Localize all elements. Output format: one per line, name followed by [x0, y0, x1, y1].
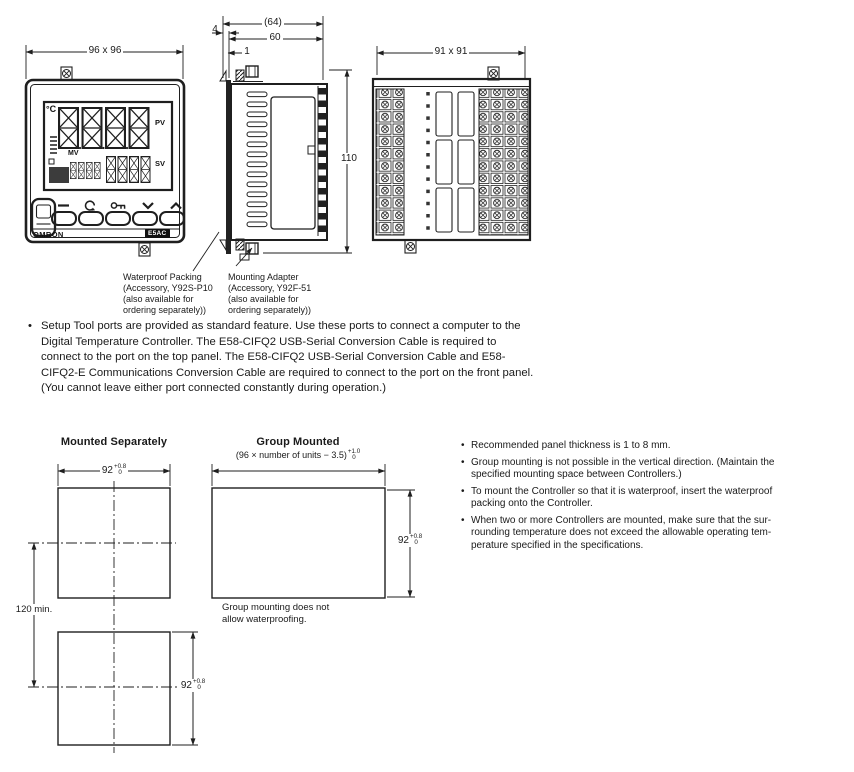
- side-door: [271, 97, 315, 229]
- degree-c-indicator: °C: [46, 104, 57, 114]
- screw-icon: [61, 67, 72, 80]
- screw-icon: [405, 240, 416, 253]
- vertical-spacing-dim-label: 120 min.: [15, 604, 53, 615]
- mv-label: MV: [68, 150, 79, 157]
- terminal-teeth: [318, 86, 327, 236]
- group-mounting-caption: Group mounting does not allow waterproofing.: [222, 602, 330, 625]
- sep-width-dim-label: 92 +0.8 0: [101, 463, 127, 477]
- door-latch: [308, 146, 315, 154]
- waterproof-packing-wedge: [220, 240, 226, 250]
- side-view-drawing: [193, 16, 352, 271]
- sv-digits: [107, 157, 151, 183]
- note-item: • Group mounting is not possible in the vertical direction. (Maintain the specified mounting space between Controllers.): [461, 456, 775, 481]
- model-badge: E5AC: [145, 229, 170, 238]
- terminal-block-right: [479, 89, 528, 235]
- mounting-notes: [461, 440, 854, 556]
- front-width-dim-label: 96 x 96: [88, 45, 122, 56]
- brand-logo: OMRON: [33, 230, 64, 239]
- mounting-adapter-label: Mounting Adapter (Accessory, Y92F-51 (also available for ordering separately)): [228, 272, 312, 315]
- terminal-block-left: [376, 89, 404, 235]
- bullet: •: [28, 320, 32, 332]
- sep-height-dim-label: 92 +0.8 0: [180, 678, 206, 692]
- mounted-separately-title: Mounted Separately: [60, 436, 168, 448]
- waterproof-packing-leader: [193, 232, 219, 271]
- mode-key-icon: [86, 201, 96, 211]
- status-indicator-block: [49, 167, 69, 183]
- rear-size-dim-label: 91 x 91: [434, 46, 468, 57]
- group-panel-cutout: [212, 488, 385, 598]
- pv-label: PV: [155, 118, 166, 127]
- mv-digits: [70, 162, 100, 178]
- side-packing-dim-label: 1: [244, 46, 250, 57]
- rear-view-drawing: [373, 46, 530, 253]
- waterproof-packing-label: Waterproof Packing (Accessory, Y92S-P10 (also available for ordering separately)): [123, 272, 213, 315]
- vent-slots: [247, 92, 267, 227]
- side-body-depth-dim-label: 60: [269, 32, 281, 43]
- side-flange-dim-label: 4: [212, 24, 218, 35]
- top-mounting-clamp: [233, 66, 263, 82]
- bar-indicator: [50, 137, 57, 153]
- screw-icon: [139, 243, 150, 256]
- front-keys: [52, 212, 184, 225]
- shift-key-icon: [111, 203, 125, 209]
- note-item: • Recommended panel thickness is 1 to 8 mm.: [461, 440, 671, 451]
- down-key-icon: [143, 203, 153, 208]
- bottom-mounting-clamp: [233, 239, 263, 260]
- side-body: [231, 84, 327, 240]
- setup-tool-note: • Setup Tool ports are provided as standard feature. Use these ports to connect a computer to the Digital Temperature Controller. The E58-CIFQ2 USB-Serial Conversion Cable is required to connect to the port on the top panel. The E58-CIFQ2 USB-Serial Conversion Cable and E58- CIFQ2-E Communications Conversion Cable are required to connect to the port on the front panel. (You cannot leave either port connected constantly during operation.): [28, 319, 668, 397]
- mounting-adapter-leader: [236, 248, 252, 266]
- note-item: • When two or more Controllers are mounted, make sure that the sur- rounding temperature does not exceed the allowable operating tem- perature specified in the specifications.: [461, 514, 772, 551]
- front-view-drawing: [26, 45, 184, 256]
- side-total-depth-dim-label: (64): [264, 17, 282, 28]
- pv-digits: [59, 108, 148, 149]
- group-mounted-title: Group Mounted: [256, 436, 340, 448]
- group-width-formula: (96 × number of units − 3.5) +1.0 0: [235, 448, 361, 462]
- group-height-dim-label: 92 +0.8 0: [397, 533, 423, 547]
- rear-slots: [436, 92, 474, 232]
- sv-label: SV: [155, 159, 166, 168]
- group-mounting-diagram: [212, 464, 415, 598]
- note-item: • To mount the Controller so that it is waterproof, insert the waterproof packing onto the Controller.: [461, 485, 773, 510]
- side-height-dim-label: 110: [341, 153, 357, 164]
